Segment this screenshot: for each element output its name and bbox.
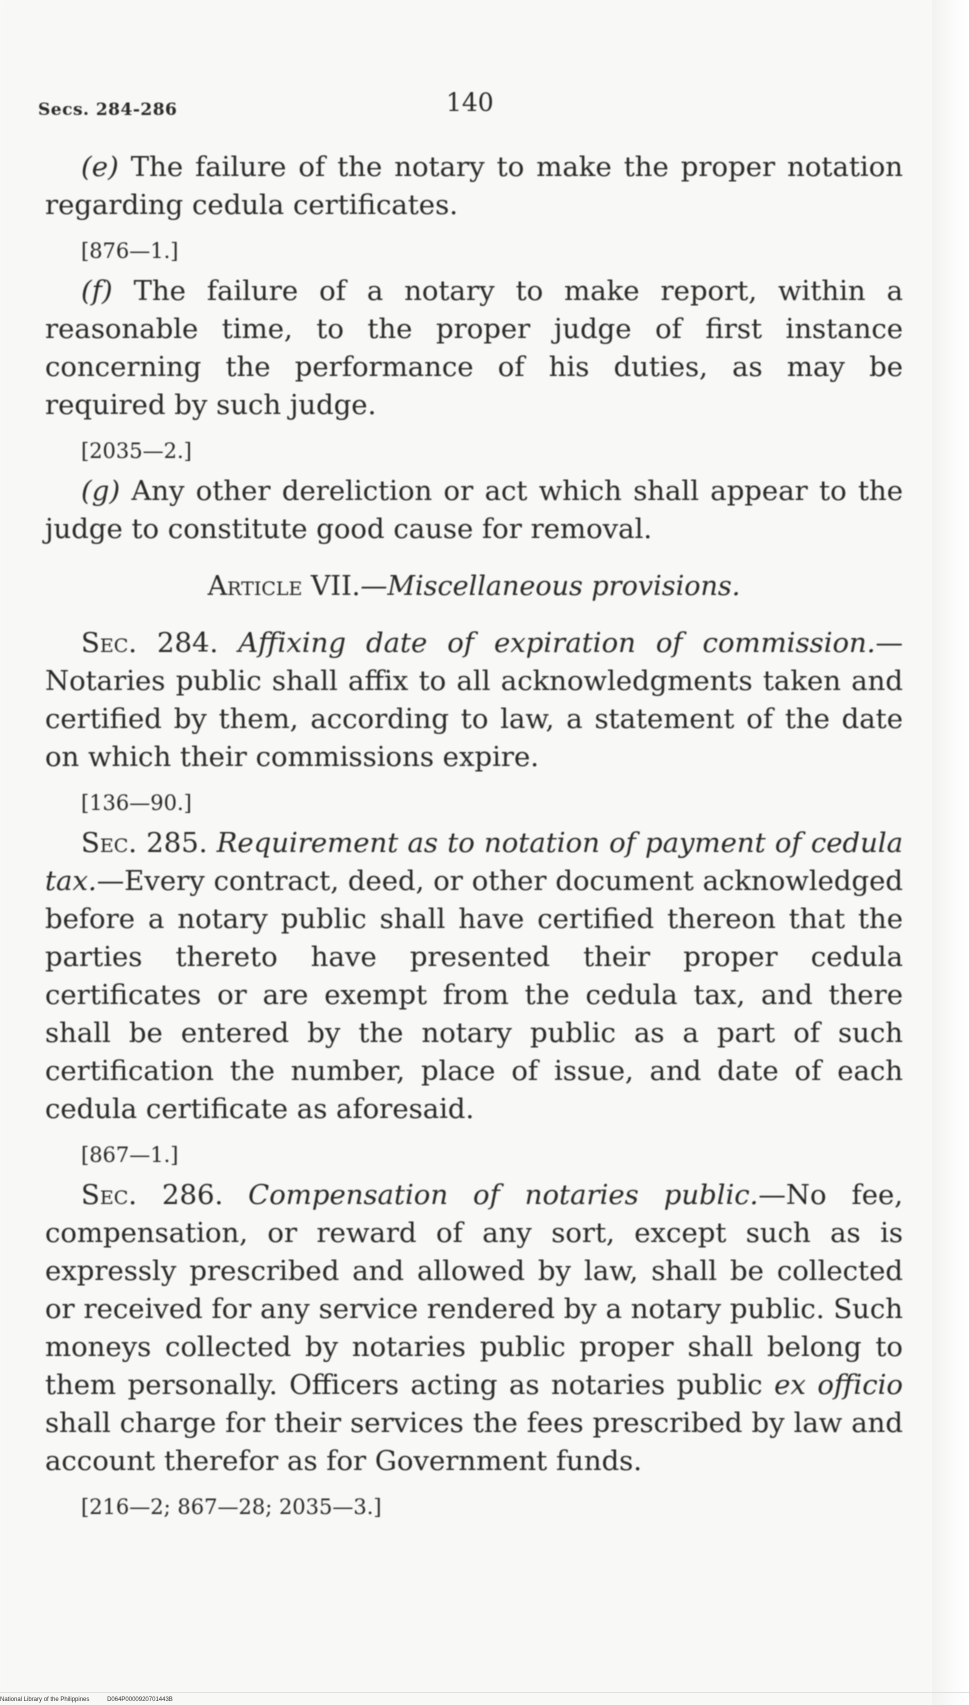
section-range: Secs. 284-286 [38,100,178,120]
section-286-ex-officio: ex officio [774,1369,903,1401]
article-label: Article VII. [207,571,361,602]
footer-code: D064P0000920701443B [107,1697,173,1703]
article-heading [45,568,903,606]
section-284-text: —Notaries public shall affix to all acknowledgments taken and certified by them, according to law, a statement of the date on which their commissions expire. [45,627,903,773]
item-f [45,272,903,424]
section-286-text-2: shall charge for their services the fees prescribed by law and account therefor as for Government funds. [45,1407,903,1477]
citation-286: [216—2; 867—28; 2035—3.] [81,1495,382,1519]
item-f-text: The failure of a notary to make report, within a reasonable time, to the proper judge of first instance concerning the performance of his duties, as may be required by such judge. [45,275,903,421]
section-285 [45,824,903,1128]
item-e-letter: (e) [81,151,119,183]
item-e [45,148,903,224]
item-g-text: Any other dereliction or act which shall appear to the judge to constitute good cause for removal. [45,475,903,545]
body-text [45,148,903,1528]
citation-284: [136—90.] [81,791,192,815]
section-284 [45,624,903,776]
section-286-text-1: —No fee, compensation, or reward of any sort, except such as is expressly prescribed and allowed by law, shall be collected or received for any service rendered by a notary public. Such moneys collected by notaries public proper shall belong to them personally. Officers acting as notaries public [45,1179,903,1401]
item-f-letter: (f) [81,275,113,307]
footer-library: National Library of the Philippines [0,1697,90,1703]
scan-edge [932,0,969,1705]
citation-285: [867—1.] [81,1143,179,1167]
section-285-label: Sec. 285. [81,827,208,859]
section-286-label: Sec. 286. [81,1179,224,1211]
section-284-heading: Affixing date of expiration of commission. [218,627,876,659]
citation-f: [2035—2.] [81,439,192,463]
page-header [38,88,908,128]
section-286 [45,1176,903,1480]
page-number: 140 [446,88,494,117]
item-g [45,472,903,548]
item-g-letter: (g) [81,475,121,507]
article-title: —Miscellaneous provisions. [360,571,741,602]
citation-e: [876—1.] [81,239,179,263]
section-284-label: Sec. 284. [81,627,219,659]
scan-footer [0,1697,189,1703]
section-285-heading: Requirement as to notation of payment of cedula tax. [45,827,903,897]
section-286-heading: Compensation of notaries public. [223,1179,759,1211]
item-e-text: The failure of the notary to make the proper notation regarding cedula certificates. [45,151,903,221]
section-285-text: —Every contract, deed, or other document acknowledged before a notary public shall have certified thereon that the parties thereto have presented their proper cedula certificates or are exempt from the cedula tax, and there shall be entered by the notary public as a part of such certification the number, place of issue, and date of each cedula certificate as aforesaid. [45,865,903,1125]
